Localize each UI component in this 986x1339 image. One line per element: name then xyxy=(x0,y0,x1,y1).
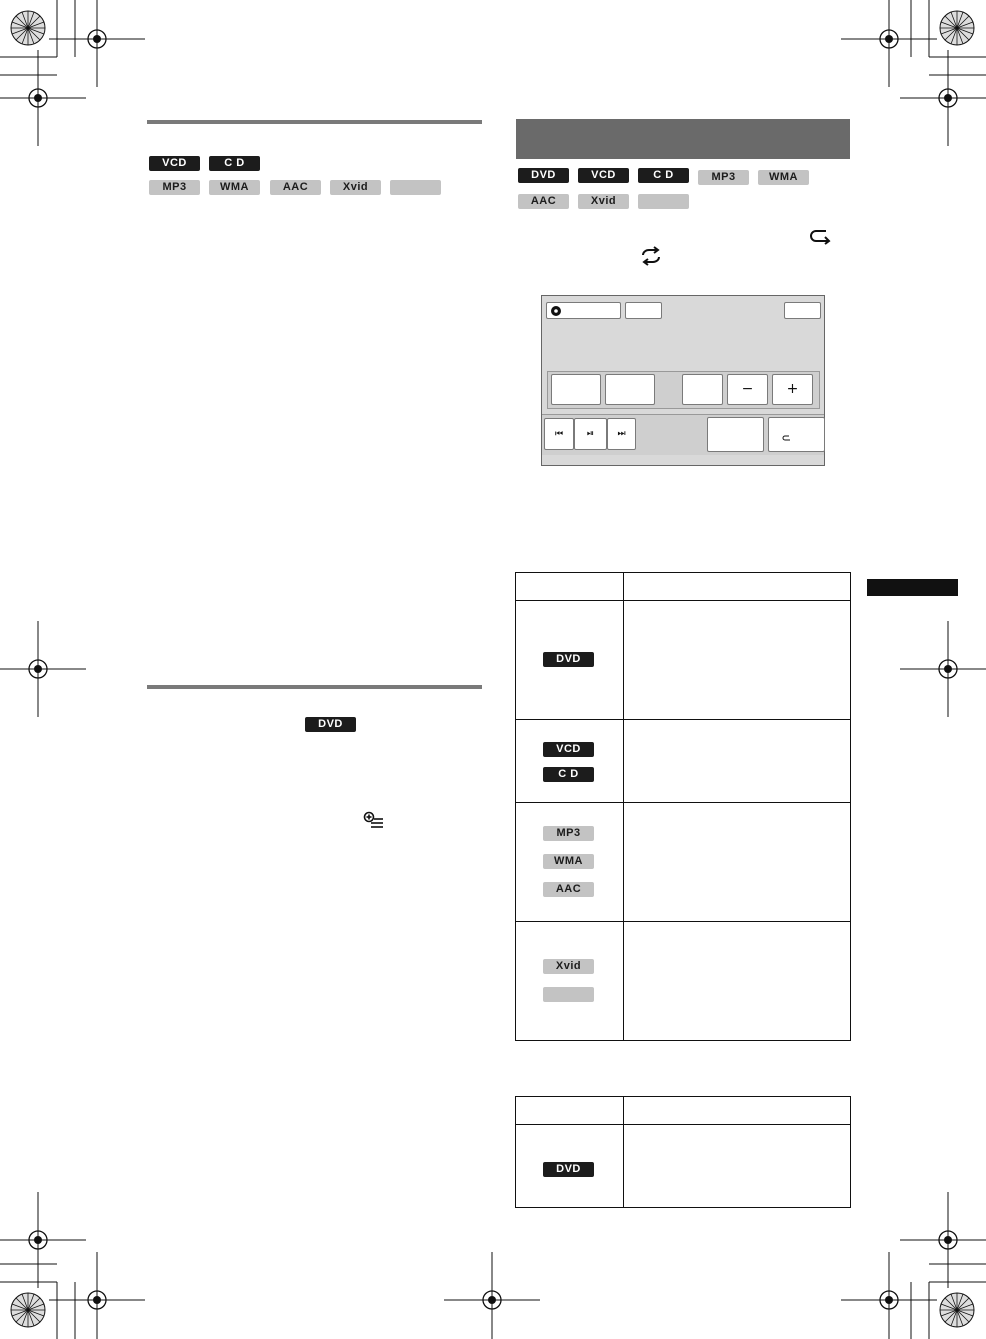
prev-button[interactable]: ⏮ xyxy=(544,418,574,450)
repeat-icon xyxy=(782,435,792,443)
playback-screen xyxy=(541,295,825,466)
badge-mp3: MP3 xyxy=(149,180,200,195)
plus-button[interactable]: + xyxy=(772,374,813,405)
badge-aac: AAC xyxy=(543,882,594,897)
badge-blank xyxy=(638,194,689,209)
repeat-icon xyxy=(810,227,832,245)
source-button[interactable] xyxy=(546,302,621,319)
badge-cd: C D xyxy=(209,156,260,171)
color-wheel-mark xyxy=(11,11,45,45)
badge-vcd: VCD xyxy=(543,742,594,757)
badge-xvid: Xvid xyxy=(330,180,381,195)
menu-button[interactable] xyxy=(784,302,821,319)
badge-blank xyxy=(543,987,594,1002)
badge-cd: C D xyxy=(543,767,594,782)
badge-cd: C D xyxy=(638,168,689,183)
repeat-button[interactable] xyxy=(768,417,825,452)
badge-xvid: Xvid xyxy=(578,194,629,209)
section-header-bar xyxy=(516,119,850,159)
badge-vcd: VCD xyxy=(578,168,629,183)
shuffle-icon xyxy=(639,246,663,266)
badge-mp3: MP3 xyxy=(698,170,749,185)
badge-wma: WMA xyxy=(543,854,594,869)
next-button[interactable]: ⏭ xyxy=(607,418,636,450)
side-tab xyxy=(867,579,958,596)
badge-aac: AAC xyxy=(518,194,569,209)
option-button[interactable] xyxy=(707,417,764,452)
badge-wma: WMA xyxy=(209,180,260,195)
section-rule xyxy=(147,120,482,124)
panel-button-2[interactable] xyxy=(605,374,655,405)
disc-icon xyxy=(550,305,562,317)
badge-vcd: VCD xyxy=(149,156,200,171)
badge-dvd: DVD xyxy=(518,168,569,183)
badge-dvd: DVD xyxy=(305,717,356,732)
panel-button-1[interactable] xyxy=(551,374,601,405)
badge-dvd: DVD xyxy=(543,1162,594,1177)
section-rule xyxy=(147,685,482,689)
top-button[interactable] xyxy=(625,302,662,319)
badge-dvd: DVD xyxy=(543,652,594,667)
minus-button[interactable]: − xyxy=(727,374,768,405)
badge-wma: WMA xyxy=(758,170,809,185)
badge-blank xyxy=(390,180,441,195)
list-add-icon xyxy=(363,811,385,831)
panel-button-3[interactable] xyxy=(682,374,723,405)
play-pause-button[interactable]: ⏯ xyxy=(574,418,607,450)
dvd-table xyxy=(515,1096,851,1208)
badge-mp3: MP3 xyxy=(543,826,594,841)
badge-xvid: Xvid xyxy=(543,959,594,974)
badge-aac: AAC xyxy=(270,180,321,195)
